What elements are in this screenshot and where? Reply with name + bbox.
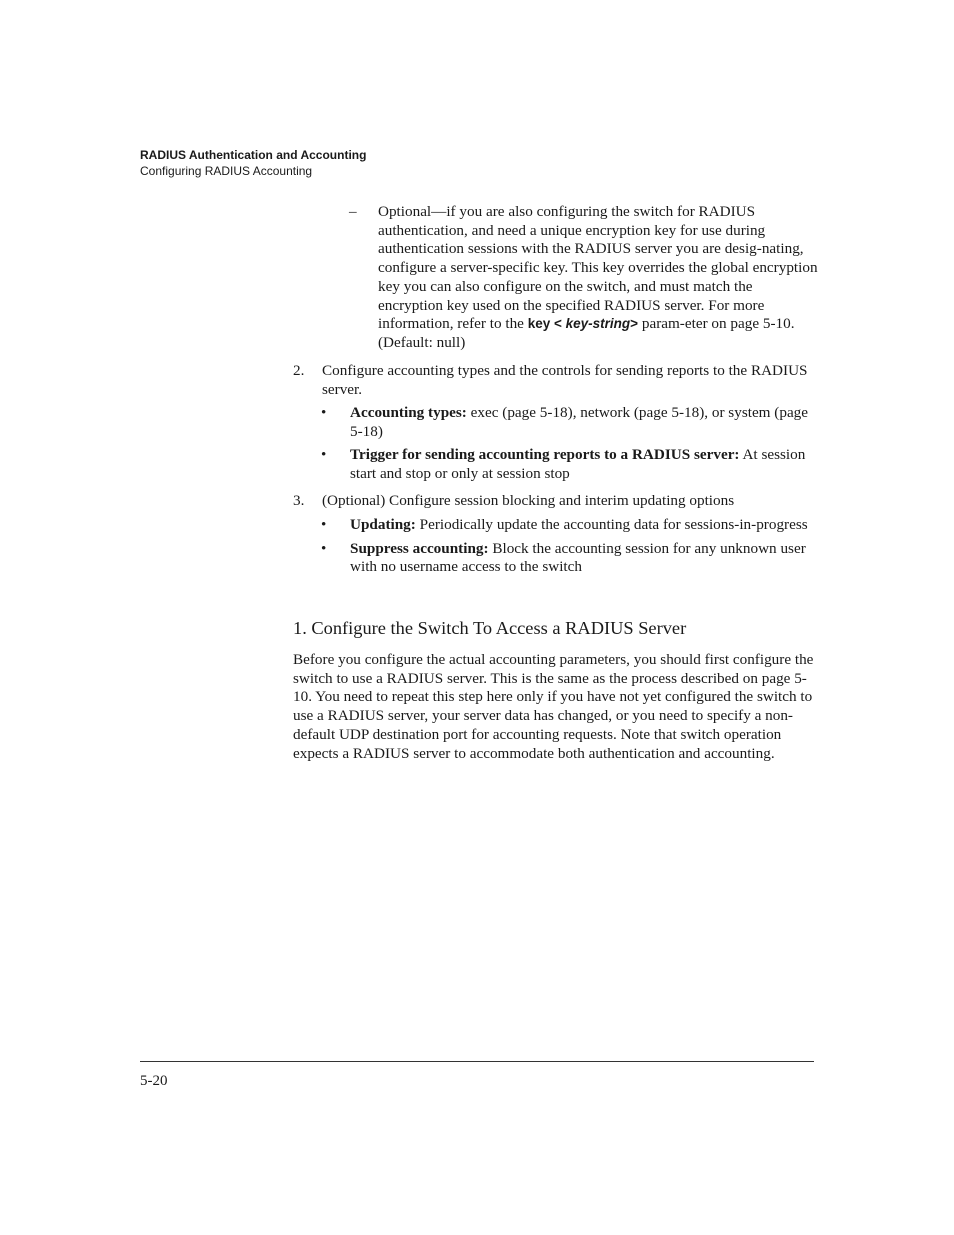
dash-marker: –	[349, 203, 357, 220]
running-header-section: Configuring RADIUS Accounting	[140, 164, 313, 178]
bullet-text: At session start and stop or only at session stop	[350, 446, 806, 483]
bullet-marker: •	[321, 539, 327, 557]
section-heading: 1. Configure the Switch To Access a RADIUS Server	[293, 618, 687, 638]
footer-rule	[140, 1061, 814, 1062]
step-3	[293, 492, 819, 511]
bullet-marker: •	[321, 404, 327, 421]
step-number: 2.	[293, 362, 305, 379]
body-paragraph: Before you configure the actual accounting parameters, you should first configure the switch to use a RADIUS server. This is the same as the process described on page 5-10. You need to repeat this step here only if you have not yet configured the switch to use a RADIUS server, your server data has changed, or you need to specify a non-default UDP destination port for accounting requests. Note that switch operation expects a RADIUS server to accommodate both authentication and accounting.	[293, 651, 814, 762]
bullet-label: Suppress accounting:	[350, 539, 489, 557]
step-text: Configure accounting types and the controls for sending reports to the RADIUS server.	[322, 362, 808, 398]
key-command-code: key < key-string>	[527, 316, 639, 332]
list-item	[321, 540, 819, 577]
optional-key-item	[349, 203, 819, 353]
step-3-bullet-list	[321, 516, 819, 582]
list-item	[321, 404, 819, 441]
bullet-label: Accounting types:	[350, 404, 467, 421]
bullet-label: Trigger for sending accounting reports to a RADIUS server:	[350, 446, 740, 464]
step-2-bullet-list	[321, 404, 819, 489]
step-text: (Optional) Configure session blocking and interim updating options	[322, 492, 735, 509]
page-number: 5-20	[140, 1073, 168, 1089]
bullet-text: exec (page 5-18), network (page 5-18), or system (page 5-18)	[350, 404, 809, 440]
step-2	[293, 362, 819, 399]
bullet-text: Periodically update the accounting data for sessions-in-progress	[415, 516, 808, 533]
bullet-label: Updating:	[350, 516, 416, 533]
step-number: 3.	[293, 492, 305, 509]
bullet-marker: •	[321, 446, 327, 464]
running-header-chapter: RADIUS Authentication and Accounting	[140, 148, 367, 162]
bullet-text: Block the accounting session for any unknown user with no username access to the switch	[350, 539, 806, 576]
list-item	[321, 516, 819, 535]
optional-key-text: Optional—if you are also configuring the switch for RADIUS authentication, and need a unique encryption key for use during authentication sessions with the RADIUS server you are desig-nating, configure a server-specific key. This key overrides the global encryption key you can also configure on the switch, and must match the encryption key used on the specified RADIUS server. For more information, refer to the key < key-string> param-eter on page 5-10. (Default: null)	[378, 203, 818, 351]
list-item	[321, 446, 819, 483]
bullet-marker: •	[321, 516, 327, 533]
